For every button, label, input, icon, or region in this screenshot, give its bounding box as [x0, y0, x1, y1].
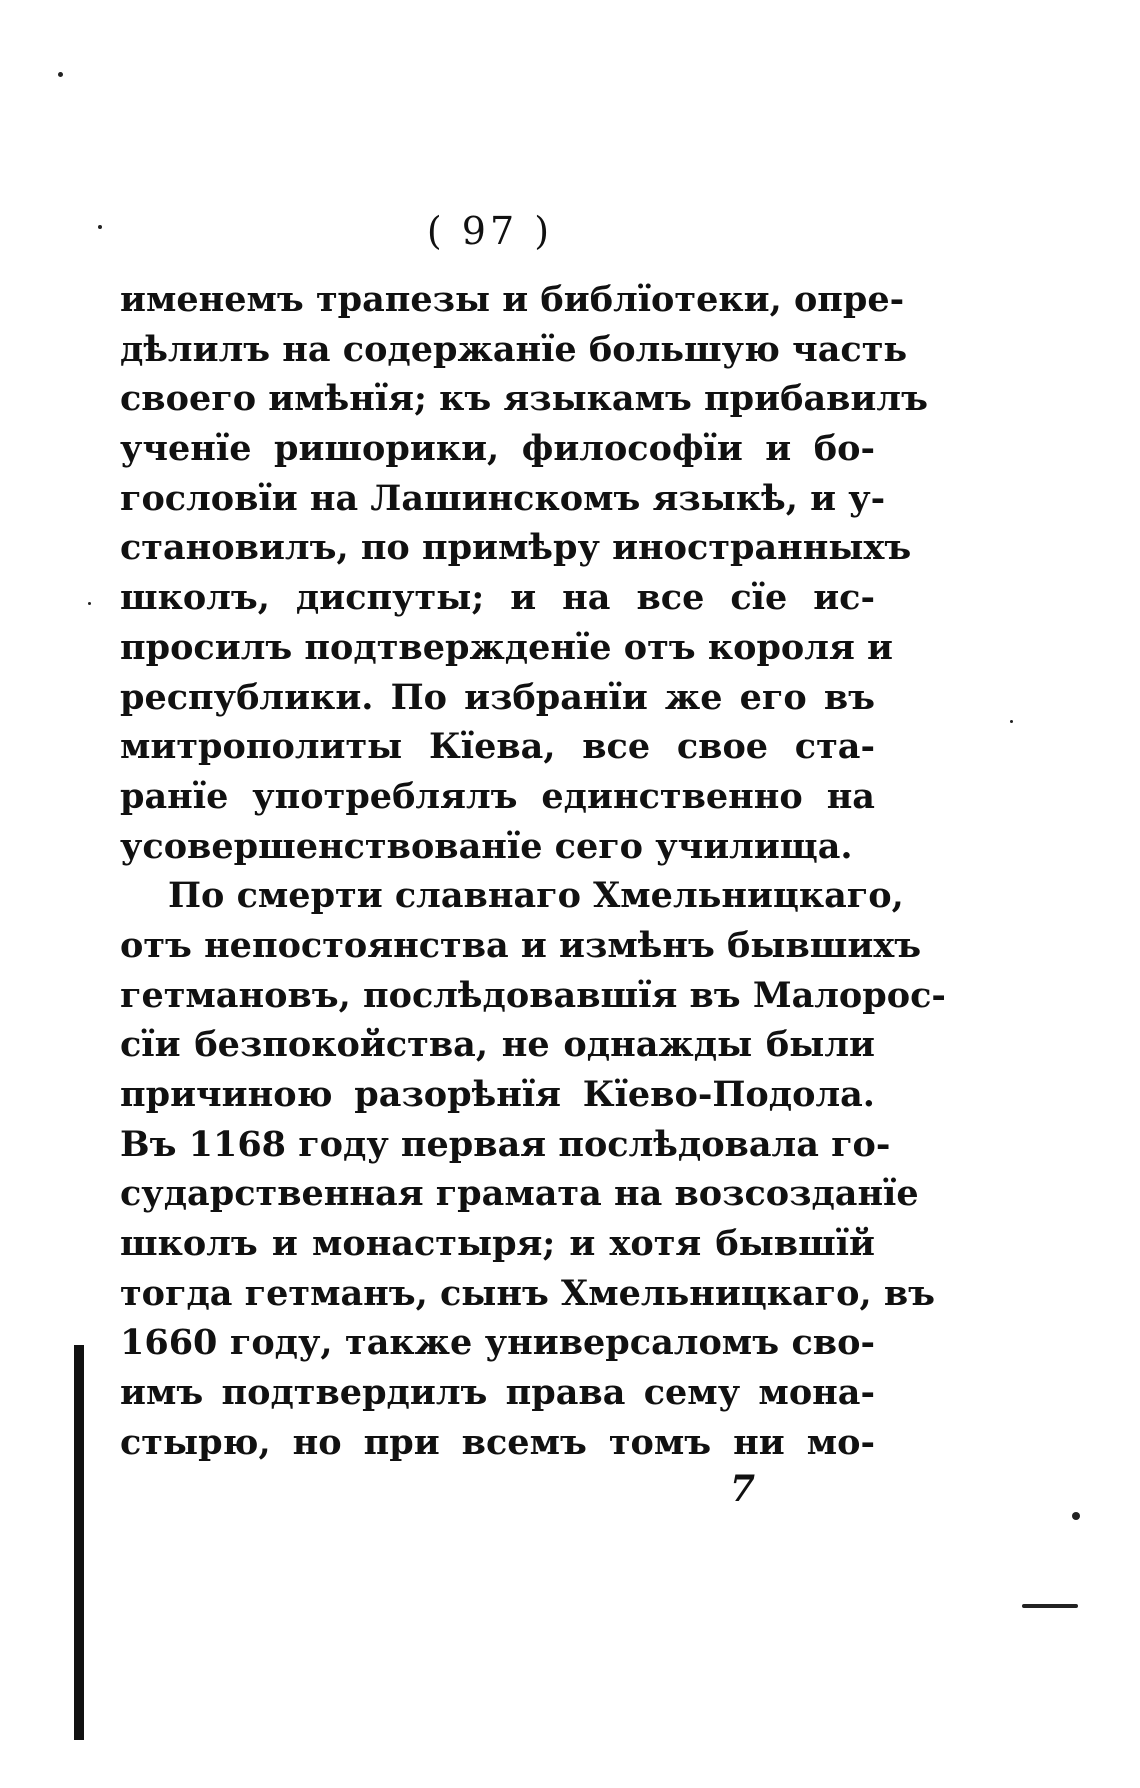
- binding-edge-shadow: [74, 1345, 84, 1740]
- text-line: ученїе ришорики, философїи и бо-: [120, 428, 875, 470]
- text-line: республики. По избранїи же его въ: [120, 676, 875, 718]
- text-line: гословїи на Лашинскомъ языкѣ, и у-: [120, 477, 886, 519]
- signature-mark: 7: [730, 1468, 756, 1510]
- text-line: дѣлилъ на содержанїе большую часть: [120, 328, 908, 370]
- page-text: [120, 275, 946, 1468]
- text-line: тогда гетманъ, сынъ Хмельницкаго, въ: [120, 1272, 936, 1314]
- text-line: школъ и монастыря; и хотя бывшїй: [120, 1223, 875, 1265]
- text-line: школъ, диспуты; и на все сїе ис-: [120, 577, 875, 619]
- text-line: По смерти славнаго Хмельницкаго,: [168, 875, 904, 917]
- text-line: 1660 году, также универсаломъ сво-: [120, 1322, 875, 1364]
- text-line: отъ непостоянства и измѣнъ бывшихъ: [120, 924, 922, 966]
- text-line: именемъ трапезы и библїотеки, опре-: [120, 279, 905, 320]
- text-line: усовершенствованїе сего училища.: [120, 825, 853, 867]
- text-line: сударственная грамата на возсозданїе: [120, 1173, 919, 1215]
- text-line: просилъ подтвержденїе отъ короля и: [120, 626, 893, 668]
- text-line: Въ 1168 году первая послѣдовала го-: [120, 1123, 891, 1165]
- text-line: причиною разорѣнїя Кїево-Подола.: [120, 1074, 875, 1115]
- text-line: стырю, но при всемъ томъ ни мо-: [120, 1421, 875, 1463]
- scan-speck: [88, 602, 91, 605]
- scan-speck: [1072, 1512, 1080, 1520]
- text-line: имъ подтвердилъ права сему мона-: [120, 1372, 875, 1414]
- scan-speck: [98, 225, 102, 229]
- scan-speck: [58, 72, 63, 77]
- page-number: ( 97 ): [426, 209, 554, 253]
- scan-speck: [1010, 720, 1013, 723]
- text-line: гетмановъ, послѣдовавшїя въ Малорос-: [120, 974, 946, 1016]
- text-line: своего имѣнїя; къ языкамъ прибавилъ: [120, 378, 928, 420]
- text-line: сїи безпокойства, не однажды были: [120, 1024, 875, 1066]
- text-line: ранїе употреблялъ единственно на: [120, 775, 875, 817]
- edge-mark: [1022, 1604, 1078, 1608]
- text-line: становилъ, по примѣру иностранныхъ: [120, 527, 912, 569]
- text-line: митрополиты Кїева, все свое ста-: [120, 726, 875, 768]
